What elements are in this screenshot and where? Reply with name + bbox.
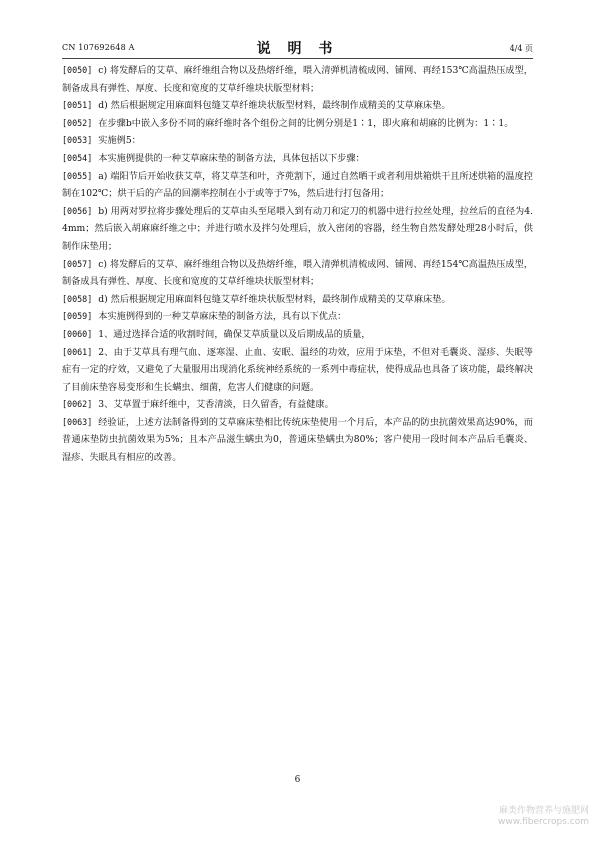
paragraph-0055 — [62, 168, 533, 203]
paragraph-0051 — [62, 97, 533, 115]
paragraph-text: 2、由于艾草具有理气血、逐寒湿、止血、安眠、温经的功效，应用于床垫，不但对毛囊炎、湿疹、失眠等症有一定的疗效，又避免了大量服用出现消化系统神经系统的一系列中毒症状，使得成品也具备了该功能，最终解决了目前床垫容易变形和生长螨虫、细菌，危害人们健康的问题。 — [62, 346, 533, 393]
paragraph-number: [0054] — [62, 152, 93, 163]
paragraph-0053 — [62, 132, 533, 150]
paragraph-text: a) 端阳节后开始收获艾草，将艾草茎和叶，齐蔸割下，通过自然晒干或者利用烘箱烘干且所述烘箱的温度控制在102℃；烘干后的产品的回潮率控制在小于或等于7%，然后进行打包备用； — [62, 170, 533, 200]
paragraph-0061 — [62, 344, 533, 397]
paragraph-number: [0055] — [62, 170, 93, 181]
paragraph-0052 — [62, 115, 533, 133]
paragraph-text: 1、通过选择合适的收割时间，确保艾草质量以及后期成品的质量， — [98, 328, 371, 340]
paragraph-number: [0056] — [62, 205, 93, 216]
document-body — [62, 62, 533, 467]
paragraph-0062 — [62, 396, 533, 414]
patent-number: CN 107692648 A — [62, 43, 135, 52]
paragraph-number: [0057] — [62, 258, 93, 269]
paragraph-text: c) 将发酵后的艾草、麻纤维组合物以及热熔纤维，喂入清弹机清梳成网、铺网、再经153℃高温热压成型，制备成具有弹性、厚度、长度和宽度的艾草纤维块状版型材料； — [62, 65, 533, 94]
header-divider — [62, 58, 533, 59]
paragraph-0050 — [62, 62, 533, 97]
paragraph-number: [0063] — [62, 416, 93, 427]
page-header — [62, 38, 533, 56]
paragraph-0057 — [62, 256, 533, 291]
paragraph-number: [0062] — [62, 399, 93, 410]
paragraph-text: 经验证，上述方法制备得到的艾草麻床垫相比传统床垫使用一个月后，本产品的防虫抗菌效果高达90%，而普通床垫防虫抗菌效果为5%；且本产品滋生螨虫为0，普通床垫螨虫为80%；客户使用一段时间本产品后毛囊炎、湿疹、失眠具有相应的改善。 — [62, 416, 533, 464]
watermark-url: www.fibercrops.com — [498, 817, 589, 827]
paragraph-0059 — [62, 308, 533, 326]
paragraph-text: d) 然后根据规定用麻面料包缝艾草纤维块状版型材料，最终制作成精美的艾草麻床垫。 — [98, 293, 451, 305]
paragraph-0056 — [62, 203, 533, 256]
page-indicator: 4/4 页 — [509, 44, 533, 53]
page-number: 6 — [294, 775, 301, 785]
paragraph-text: c) 将发酵后的艾草、麻纤维组合物以及热熔纤维，喂入清弹机清梳成网、铺网、再经154℃高温热压成型，制备成具有弹性、厚度、长度和宽度的艾草纤维块状版型材料； — [62, 258, 533, 288]
paragraph-text: 在步骤b中嵌入多份不同的麻纤维时各个组份之间的比例分别是1∶1，即火麻和胡麻的比例为：1∶1。 — [98, 117, 514, 129]
paragraph-text: 本实施例得到的一种艾草麻床垫的制备方法，具有以下优点： — [98, 311, 347, 323]
paragraph-number: [0061] — [62, 346, 93, 357]
paragraph-number: [0052] — [62, 117, 93, 128]
paragraph-0060 — [62, 326, 533, 344]
paragraph-text: 本实施例提供的一种艾草麻床垫的制备方法，具体包括以下步骤： — [98, 152, 365, 164]
page-title: 说 明 书 — [256, 41, 339, 57]
paragraph-number: [0051] — [62, 100, 93, 111]
paragraph-number: [0059] — [62, 311, 93, 322]
watermark — [498, 806, 589, 828]
paragraph-text: b) 用两对罗拉将步骤处理后的艾草由头至尾喂入到有动刀和定刀的机器中进行拉丝处理，拉丝后的直径为4.4mm；然后嵌入胡麻麻纤维之中；并进行喷水及拌匀处理后，放入密闭的容器，经生物自然发酵处理28小时后，供制作床垫用； — [62, 205, 533, 252]
watermark-site-name: 麻类作物营养与施肥网 — [498, 806, 589, 816]
paragraph-text: d) 然后根据规定用麻面料包缝艾草纤维块状版型材料，最终制作成精美的艾草麻床垫。 — [98, 100, 451, 112]
paragraph-number: [0060] — [62, 328, 93, 339]
paragraph-number: [0050] — [62, 65, 93, 75]
paragraph-0063 — [62, 414, 533, 467]
paragraph-text: 3、艾草置于麻纤维中，艾香清淡，日久留香，有益健康。 — [98, 399, 334, 411]
paragraph-text: 实施例5： — [98, 135, 141, 147]
paragraph-0058 — [62, 291, 533, 309]
paragraph-number: [0058] — [62, 293, 93, 304]
paragraph-0054 — [62, 150, 533, 168]
paragraph-number: [0053] — [62, 135, 93, 146]
